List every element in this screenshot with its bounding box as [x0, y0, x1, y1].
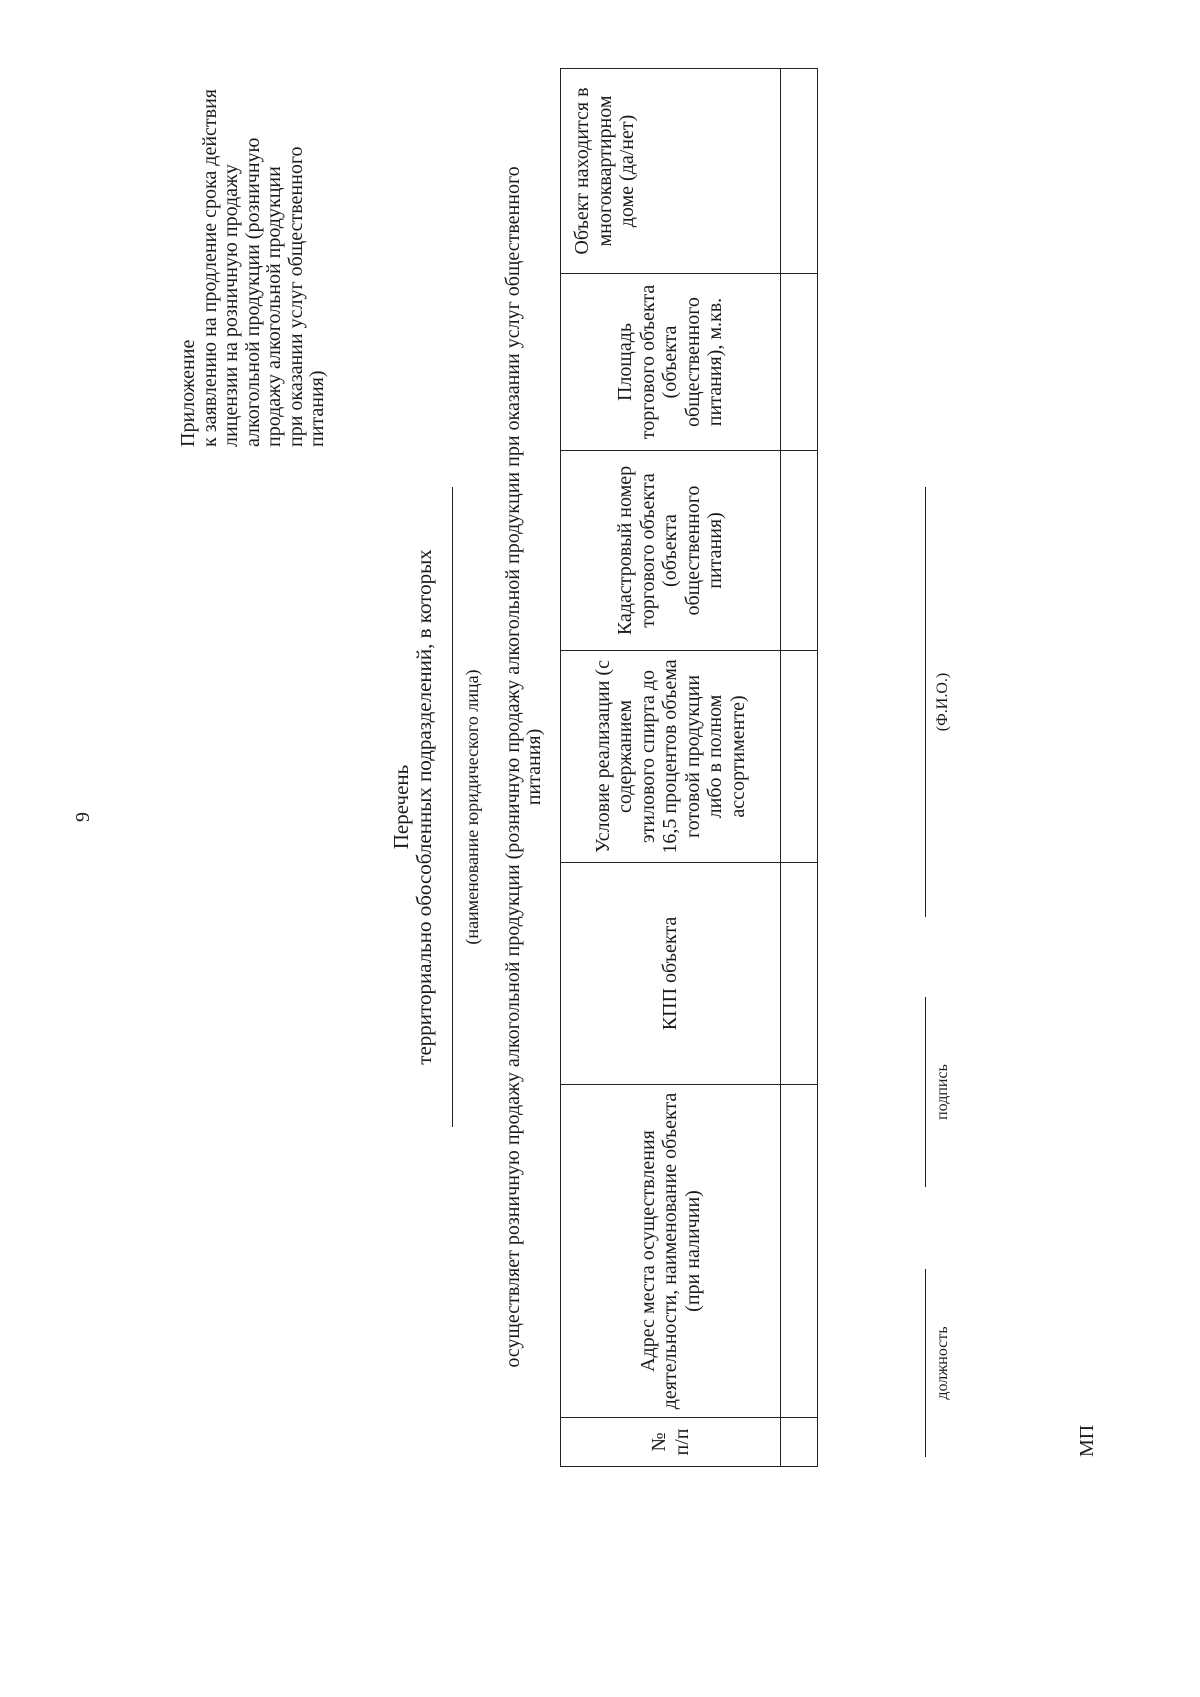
table-cell[interactable]: [781, 274, 818, 451]
header-cadastral: Кадастровый номер торгового объекта (объекта общественного питания): [561, 451, 781, 651]
table-cell[interactable]: [781, 451, 818, 651]
table-cell[interactable]: [781, 69, 818, 274]
objects-table: [560, 68, 818, 1467]
stamp-placeholder: МП: [1076, 1424, 1098, 1457]
appendix-line: питания): [306, 370, 328, 447]
entity-name-line: [452, 487, 453, 1127]
table-cell[interactable]: [781, 1418, 818, 1467]
appendix-line: продажу алкогольной продукции: [263, 166, 285, 447]
activity-line: осуществляет розничную продажу алкогольной продукции (розничную продажу алкогольной продукции при оказании услуг общественного: [502, 166, 524, 1368]
position-signature-line: [925, 1269, 926, 1457]
activity-line: питания): [523, 728, 545, 806]
activity-statement: [503, 67, 545, 1467]
signature-caption: подпись: [934, 1064, 951, 1120]
appendix-line: лицензии на розничную продажу: [220, 164, 242, 447]
header-apartment: Объект находится в многоквартирном доме (да/нет): [561, 69, 781, 274]
table-cell[interactable]: [781, 651, 818, 863]
table-header-row: [561, 69, 781, 1467]
fio-signature-line: [925, 487, 926, 917]
table-cell[interactable]: [781, 863, 818, 1085]
title-subtitle: территориально обособленных подразделений, в которых: [412, 549, 436, 1065]
title-line: Перечень: [389, 764, 413, 850]
fio-caption: (Ф.И.О.): [934, 672, 951, 732]
appendix-line: к заявлению на продление срока действия: [198, 89, 221, 447]
document-title: [390, 417, 436, 1197]
table-row: [781, 69, 818, 1467]
header-address: Адрес места осуществления деятельности, наименование объекта (при наличии): [561, 1085, 781, 1418]
header-kpp: КПП объекта: [561, 863, 781, 1085]
table-cell[interactable]: [781, 1085, 818, 1418]
signature-line: [925, 997, 926, 1187]
appendix-line: Приложение: [177, 339, 199, 447]
header-area: Площадь торгового объекта (объекта общественного питания), м.кв.: [561, 274, 781, 451]
header-number: № п/п: [561, 1418, 781, 1467]
page-number: 9: [72, 812, 94, 822]
header-condition: Условие реализации (с содержанием этилового спирта до 16,5 процентов объема готовой продукции либо в полном ассортименте): [561, 651, 781, 863]
appendix-line: при оказании услуг общественного: [284, 146, 307, 447]
entity-name-caption: (наименование юридического лица): [462, 669, 482, 945]
position-caption: должность: [934, 1326, 951, 1400]
appendix-note: [178, 67, 329, 447]
appendix-line: алкогольной продукции (розничную: [241, 137, 264, 447]
